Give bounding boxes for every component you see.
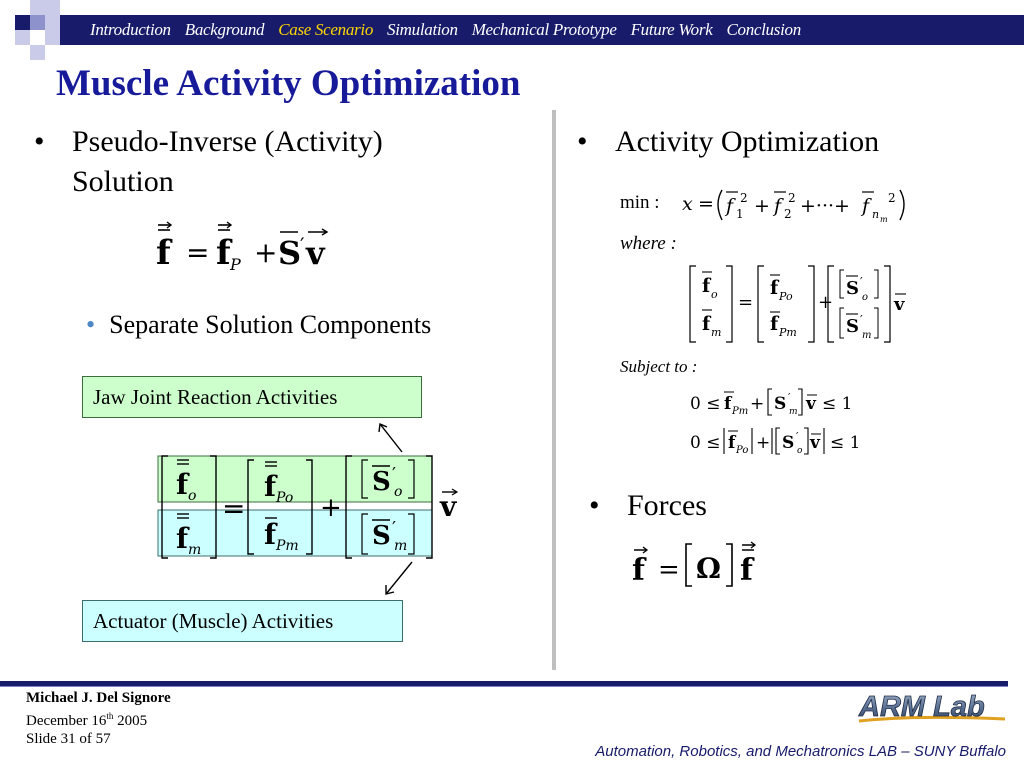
svg-text:v: v <box>440 490 457 523</box>
svg-text:f: f <box>726 195 734 217</box>
svg-text:f: f <box>264 518 277 551</box>
bullet-dot: • <box>589 489 600 522</box>
svg-text:′: ′ <box>796 430 799 443</box>
nav-item-background[interactable]: Background <box>184 20 265 39</box>
footer-lab-name: Automation, Robotics, and Mechatronics LAB – SUNY Buffalo <box>595 743 1006 760</box>
svg-text:f: f <box>176 468 189 501</box>
corner-square-4 <box>45 15 60 45</box>
svg-text:+···+: +···+ <box>800 195 850 217</box>
svg-text:v: v <box>306 234 325 272</box>
svg-text:m: m <box>862 330 872 341</box>
svg-text:f: f <box>702 313 711 335</box>
svg-text:′: ′ <box>300 233 305 257</box>
svg-text:f: f <box>770 277 779 299</box>
svg-text:f: f <box>264 470 277 503</box>
svg-text:f: f <box>702 275 711 297</box>
jaw-joint-reaction-label: Jaw Joint Reaction Activities <box>82 376 422 418</box>
svg-text:0 ≤: 0 ≤ <box>690 433 721 453</box>
svg-text:o: o <box>711 288 718 301</box>
svg-text:≤ 1: ≤ 1 <box>830 433 861 453</box>
svg-text:f: f <box>770 313 779 335</box>
svg-text:=: = <box>222 492 246 525</box>
svg-text:f: f <box>774 195 782 217</box>
svg-text:f: f <box>156 233 171 273</box>
svg-text:Pm: Pm <box>276 538 299 554</box>
svg-text:f: f <box>740 553 753 588</box>
nav-item-mechanical-prototype[interactable]: Mechanical Prototype <box>471 20 617 39</box>
slide-title: Muscle Activity Optimization <box>56 63 521 104</box>
svg-text:0 ≤: 0 ≤ <box>690 394 721 414</box>
where-matrix-equation <box>684 262 914 348</box>
svg-text:v: v <box>806 394 816 414</box>
svg-text:=: = <box>186 236 210 269</box>
svg-text:f: f <box>632 553 645 588</box>
svg-text:+: + <box>754 195 770 217</box>
bullet-text-line1: Pseudo-Inverse (Activity) <box>72 125 383 158</box>
svg-text:+: + <box>750 394 765 414</box>
svg-text:v: v <box>810 433 820 453</box>
svg-text:′: ′ <box>860 313 863 327</box>
svg-text:o: o <box>394 484 403 500</box>
svg-text:Pm: Pm <box>779 326 797 339</box>
svg-text:f: f <box>862 195 870 217</box>
svg-text:2: 2 <box>784 207 792 221</box>
section-nav <box>90 16 801 44</box>
corner-square-2 <box>30 0 60 15</box>
svg-text:+: + <box>756 433 771 453</box>
svg-text:Po: Po <box>736 445 749 456</box>
footer-author: Michael J. Del Signore <box>26 690 171 706</box>
svg-text:S: S <box>372 521 391 551</box>
subbullet-text: Separate Solution Components <box>109 310 432 339</box>
footer-date <box>26 711 147 730</box>
svg-text:S: S <box>278 234 302 272</box>
bullet-text-forces: Forces <box>627 489 707 522</box>
svg-text:Ω: Ω <box>696 552 721 585</box>
svg-text:m: m <box>188 542 202 558</box>
svg-text:+: + <box>254 236 278 269</box>
svg-text:P: P <box>230 255 241 274</box>
bullet-dot: • <box>577 125 588 158</box>
svg-text:2: 2 <box>888 191 896 205</box>
subbullet-separate <box>86 310 431 340</box>
svg-text:f: f <box>728 433 736 453</box>
footer-rule-light <box>0 686 1008 687</box>
svg-text:Po: Po <box>779 290 793 303</box>
where-label: where : <box>620 233 677 254</box>
svg-text:=: = <box>698 193 714 215</box>
bullet-text-line2: Solution <box>72 165 174 198</box>
svg-text:o: o <box>188 488 197 504</box>
subbullet-dot: • <box>86 310 96 339</box>
svg-text:Po: Po <box>276 490 294 506</box>
corner-square-3 <box>30 15 45 30</box>
constraint-1 <box>690 385 870 419</box>
nav-item-simulation[interactable]: Simulation <box>387 20 458 39</box>
footer-date-main: December 16 <box>26 713 107 729</box>
pseudo-inverse-equation <box>150 218 340 276</box>
footer-date-year: 2005 <box>113 713 148 729</box>
svg-text:′: ′ <box>788 391 791 404</box>
corner-square-6 <box>30 45 45 60</box>
svg-text:m: m <box>789 407 798 417</box>
svg-text:S: S <box>372 467 391 497</box>
svg-text:2: 2 <box>788 191 796 205</box>
svg-text:f: f <box>216 233 231 273</box>
constraint-2 <box>690 424 870 458</box>
corner-square-1 <box>15 15 30 30</box>
corner-square-5 <box>15 30 30 45</box>
svg-text:v: v <box>894 294 905 315</box>
column-divider <box>552 110 556 670</box>
svg-text:f: f <box>724 394 732 414</box>
svg-text:x: x <box>682 193 693 215</box>
min-objective-equation <box>678 182 918 228</box>
nav-item-future-work[interactable]: Future Work <box>630 20 713 39</box>
svg-text:≤ 1: ≤ 1 <box>822 394 853 414</box>
svg-text:′: ′ <box>860 275 863 289</box>
svg-text:=: = <box>738 292 754 313</box>
bullet-dot: • <box>34 125 45 158</box>
component-matrix-diagram <box>150 420 470 600</box>
arm-lab-logo <box>855 689 1011 727</box>
min-label: min : <box>620 192 660 213</box>
nav-item-case-scenario[interactable]: Case Scenario <box>278 20 374 39</box>
footer-date-suffix: th <box>106 711 114 721</box>
svg-text:+: + <box>320 493 342 523</box>
svg-text:f: f <box>176 522 189 555</box>
svg-text:S: S <box>774 394 787 414</box>
bullet-text-activity: Activity Optimization <box>615 125 880 158</box>
subject-to-label: Subject to : <box>620 357 698 376</box>
nav-item-conclusion[interactable]: Conclusion <box>726 20 801 39</box>
nav-item-introduction[interactable]: Introduction <box>90 20 171 39</box>
svg-text:m: m <box>711 326 722 339</box>
svg-text:S: S <box>782 433 795 453</box>
svg-text:o: o <box>797 446 803 456</box>
actuator-activities-label: Actuator (Muscle) Activities <box>82 600 403 642</box>
svg-text:′: ′ <box>392 518 397 539</box>
svg-text:o: o <box>862 292 869 303</box>
footer-slide-number: Slide 31 of 57 <box>26 731 111 747</box>
svg-text:+: + <box>818 292 834 313</box>
svg-text:2: 2 <box>740 191 748 205</box>
svg-text:n: n <box>872 208 880 221</box>
logo-text: ARM Lab <box>859 691 985 723</box>
svg-text:m: m <box>880 215 888 224</box>
svg-text:′: ′ <box>392 464 397 485</box>
svg-text:S: S <box>846 278 859 299</box>
svg-text:m: m <box>394 538 408 554</box>
svg-text:Pm: Pm <box>732 406 749 417</box>
svg-text:1: 1 <box>736 207 744 221</box>
svg-text:=: = <box>658 555 680 585</box>
forces-equation <box>626 536 776 594</box>
svg-text:S: S <box>846 316 859 337</box>
